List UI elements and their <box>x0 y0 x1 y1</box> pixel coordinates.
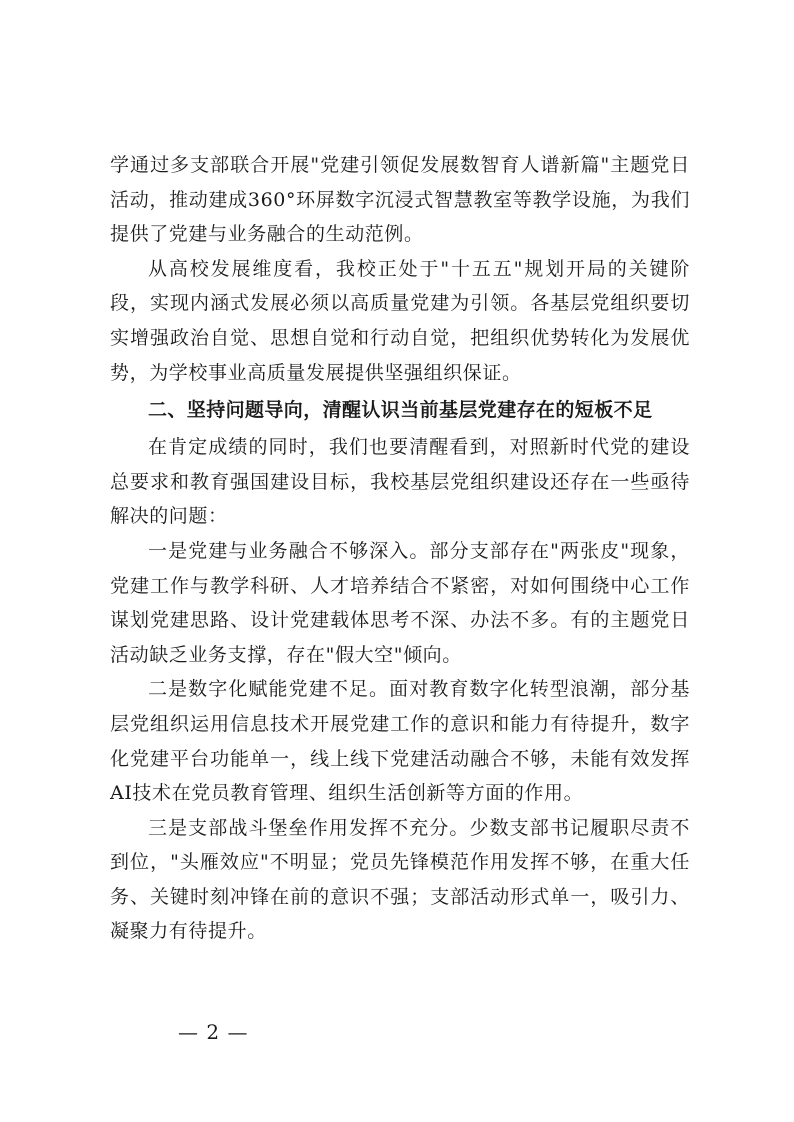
paragraph-development-dimension: 从高校发展维度看，我校正处于"十五五"规划开局的关键阶段，实现内涵式发展必须以高质量党建为引领。各基层党组织要切实增强政治自觉、思想自觉和行动自觉，把组织优势转化为发展优势，为学校事业高质量发展提供坚强组织保证。 <box>110 257 690 384</box>
section-heading: 二、坚持问题导向，清醒认识当前基层党建存在的短板不足 <box>148 399 653 422</box>
paragraph-continuation: 学通过多支部联合开展"党建引领促发展数智育人谱新篇"主题党日活动，推动建成360°环屏数字沉浸式智慧教室等教学设施，为我们提供了党建与业务融合的生动范例。 <box>110 154 690 246</box>
paragraph-problem-three: 三是支部战斗堡垒作用发挥不充分。少数支部书记履职尽责不到位，"头雁效应"不明显；党员先锋模范作用发挥不够，在重大任务、关键时刻冲锋在前的意识不强；支部活动形式单一，吸引力、凝聚力有待提升。 <box>110 816 690 943</box>
paragraph-problem-two: 二是数字化赋能党建不足。面对教育数字化转型浪潮，部分基层党组织运用信息技术开展党建工作的意识和能力有待提升，数字化党建平台功能单一，线上线下党建活动融合不够，未能有效发挥AI技术在党员教育管理、组织生活创新等方面的作用。 <box>110 678 690 805</box>
document-body <box>110 148 690 949</box>
page-number: — 2 — <box>178 1020 249 1044</box>
paragraph-problem-one: 一是党建与业务融合不够深入。部分支部存在"两张皮"现象，党建工作与教学科研、人才培养结合不紧密，对如何围绕中心工作谋划党建思路、设计党建载体思考不深、办法不多。有的主题党日活动缺乏业务支撑，存在"假大空"倾向。 <box>110 539 690 666</box>
paragraph-problem-intro: 在肯定成绩的同时，我们也要清醒看到，对照新时代党的建设总要求和教育强国建设目标，我校基层党组织建设还存在一些亟待解决的问题： <box>110 436 690 528</box>
